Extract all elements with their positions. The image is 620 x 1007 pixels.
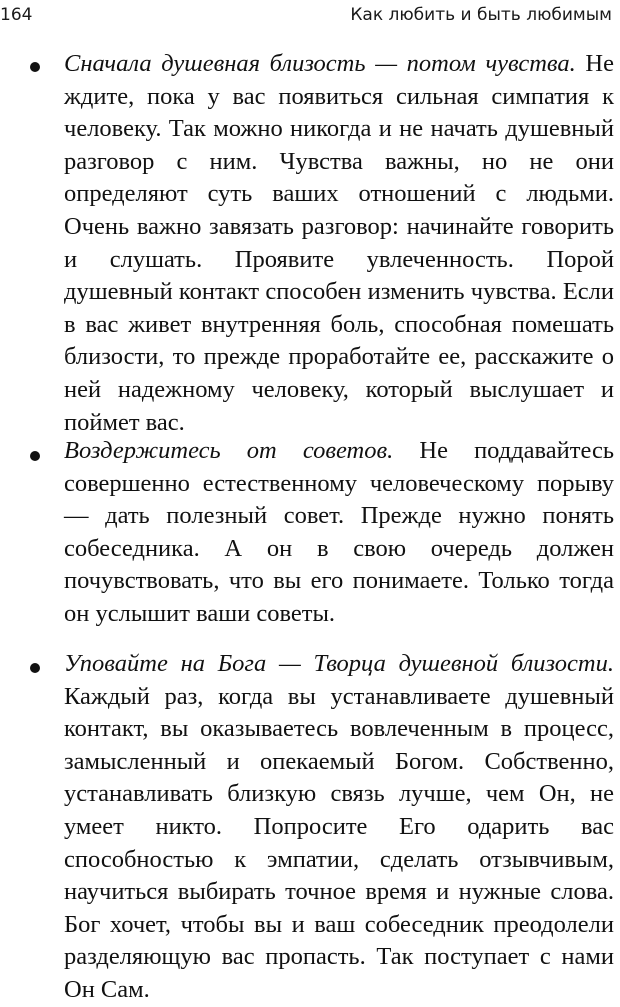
bullet-lead: Воздержитесь от советов. [64, 437, 394, 464]
page-number: 164 [0, 5, 33, 25]
bullet-body: Не поддавайтесь совершенно естественному человеческому порыву — дать полезный совет. Прежде нужно понять собеседника. А он в свою очередь должен почувствовать, что вы его понимаете. Только тогда он услышит ваши советы. [64, 437, 614, 627]
bullet-lead: Уповайте на Бога — Творца душевной близости. [64, 650, 614, 677]
bullet-lead: Сначала душевная близость — потом чувства. [64, 50, 576, 77]
bullet-paragraph [64, 648, 614, 1007]
bullet-body: Не ждите, пока у вас появиться сильная симпатия к человеку. Так можно никогда и не начать душевный разговор с ним. Чувства важны, но не они определяют суть ваших отношений с людьми. Очень важно завязать разговор: начинайте говорить и слушать. Проявите увлеченность. Порой душевный контакт способен изменить чувства. Если в вас живет внутренняя боль, способная помешать близости, то прежде проработайте ее, расскажите о ней надежному человеку, который выслушает и поймет вас. [64, 50, 614, 436]
running-title: Как любить и быть любимым [350, 5, 612, 25]
bullet-dot-icon [30, 663, 40, 673]
bullet-paragraph [64, 48, 614, 439]
bullet-paragraph [64, 435, 614, 631]
bullet-body: Каждый раз, когда вы устанавливаете душевный контакт, вы оказываетесь вовлеченным в процесс, замысленный и опекаемый Богом. Собственно, устанавливать близкую связь лучше, чем Он, не умеет никто. Попросите Его одарить вас способностью к эмпатии, сделать отзывчивым, научиться выбирать точное время и нужные слова. Бог хочет, чтобы вы и ваш собеседник преодолели разделяющую вас пропасть. Так поступает с нами Он Сам. [64, 682, 614, 1003]
bullet-dot-icon [30, 62, 40, 72]
bullet-dot-icon [30, 451, 40, 461]
page-header [0, 0, 612, 30]
